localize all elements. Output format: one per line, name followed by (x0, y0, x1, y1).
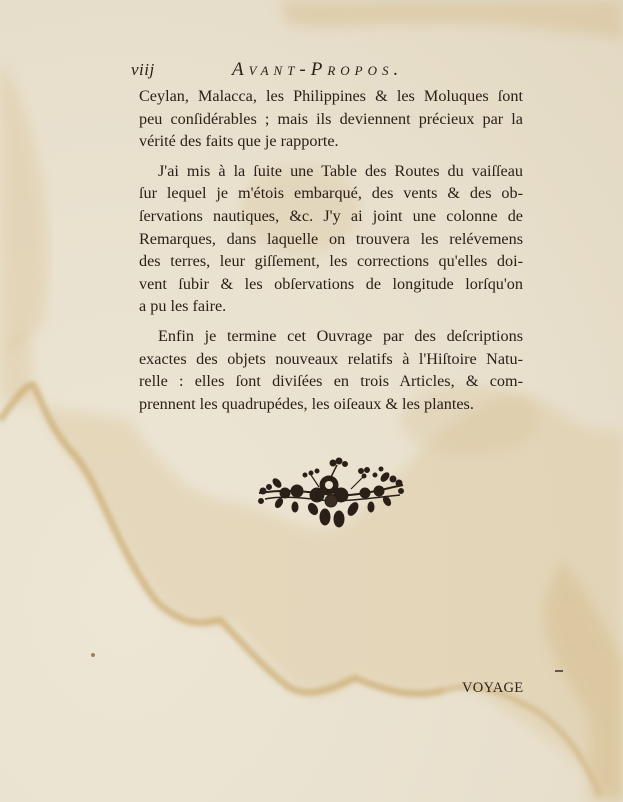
text-line: des terres, leur giſſement, les corrections qu'elles doi- (139, 252, 523, 271)
floral-vignette-icon (255, 455, 407, 531)
catchword: VOYAGE (462, 680, 524, 696)
text-line: ſur lequel je m'étois embarqué, des vents & des ob- (139, 184, 523, 203)
text-line: J'ai mis à la ſuite une Table des Routes du vaiſſeau (158, 161, 523, 180)
text-line: relle : elles ſont diviſées en trois Articles, & com- (139, 372, 523, 391)
text-line: exactes des objets nouveaux relatifs à l'Hiſtoire Natu- (139, 349, 523, 368)
paragraph-3 (139, 325, 523, 415)
text-line: ſervations nautiques, &c. J'y ai joint une colonne de (139, 206, 523, 225)
text-line: prennent les quadrupédes, les oiſeaux & les plantes. (139, 394, 474, 413)
running-title: Avant-Propos. (232, 59, 404, 80)
text-line: peu conſidérables ; mais ils deviennent précieux par la (139, 109, 523, 128)
text-line: vent ſubir & les obſervations de longitude lorſqu'on (139, 274, 523, 293)
text-line: a pu les faire. (139, 297, 227, 316)
text-line: Enfin je termine cet Ouvrage par des deſcriptions (158, 326, 523, 345)
text-line: Ceylan, Malacca, les Philippines & les Moluques ſont (139, 87, 523, 105)
text-line: vérité des faits que je rapporte. (139, 132, 339, 151)
paragraph-1 (139, 85, 523, 153)
body-text (139, 85, 523, 415)
paragraph-2 (139, 160, 523, 318)
page-header (131, 60, 523, 80)
text-line: Remarques, dans laquelle on trouvera les relévemens (139, 229, 523, 248)
folio-page-number: viij (131, 60, 155, 79)
